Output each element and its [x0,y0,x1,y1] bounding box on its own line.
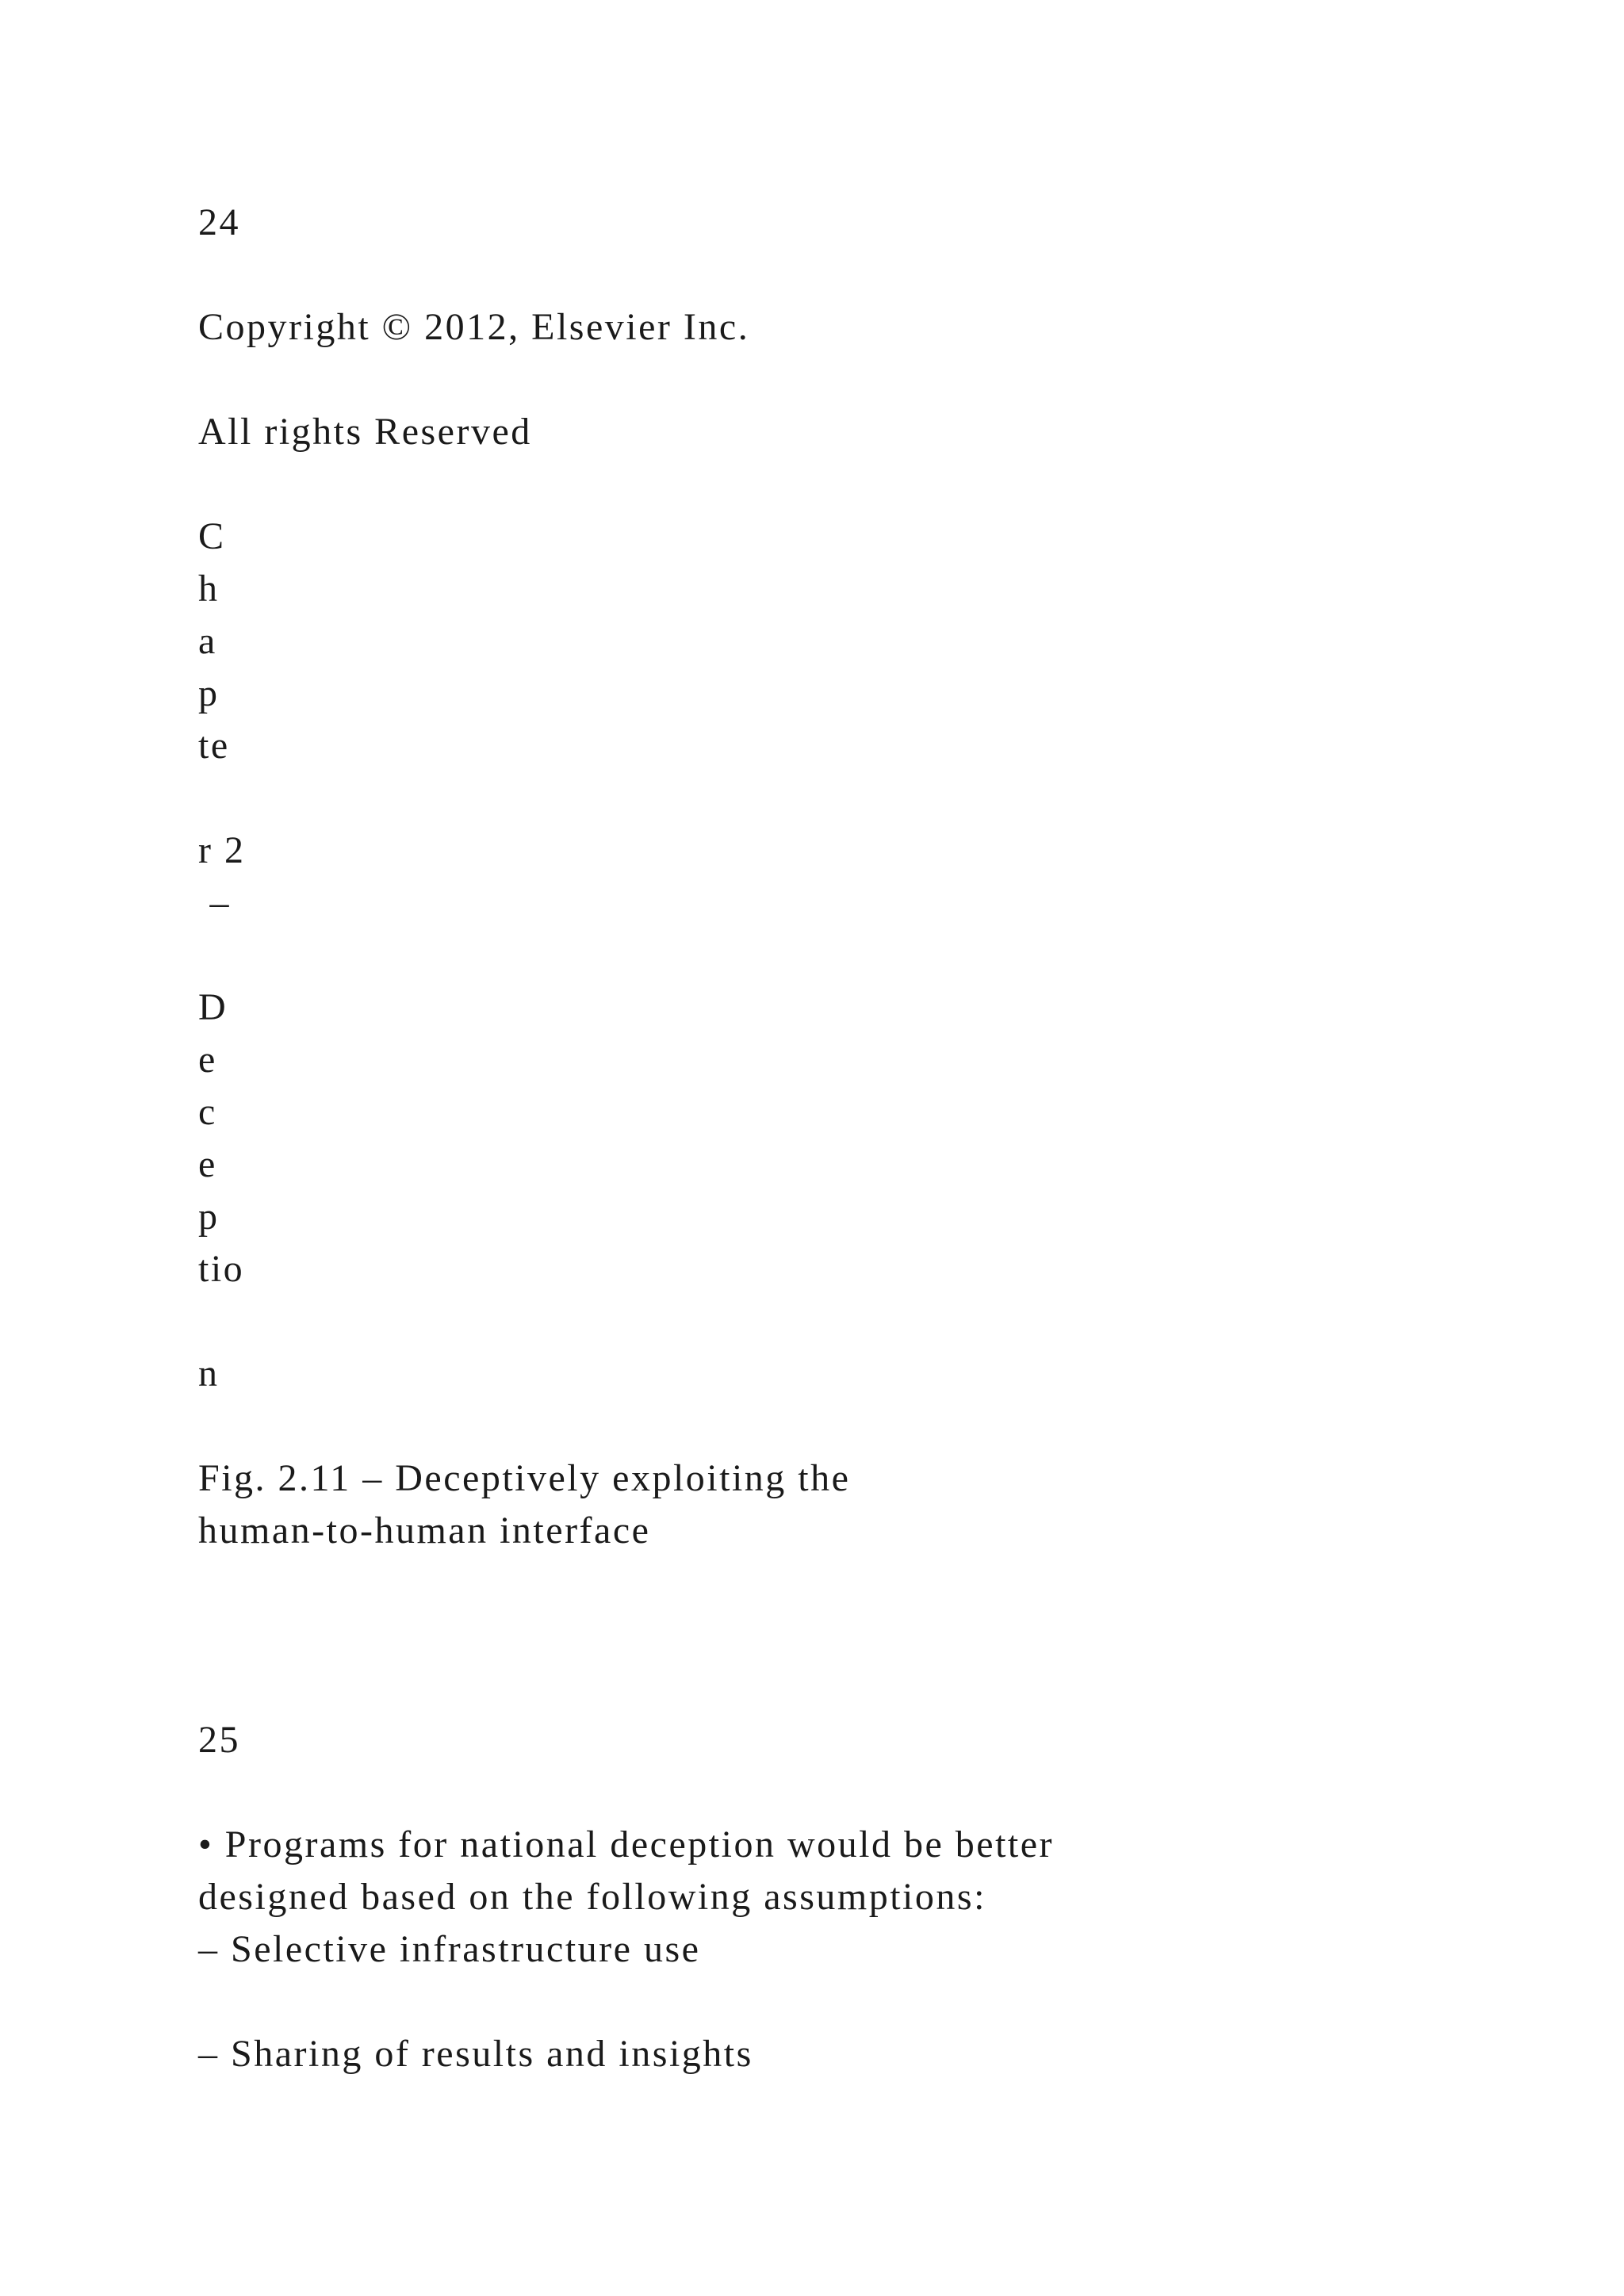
rights-text: All rights Reserved [198,411,532,453]
chapter-fragment: p [198,672,220,714]
figure-caption-line-2: human-to-human interface [198,1510,651,1552]
chapter-fragment: D [198,986,228,1028]
page-number: 25 [198,1719,240,1761]
chapter-fragment: c [198,1091,217,1133]
chapter-fragment: tio [198,1248,245,1290]
copyright-text: Copyright © 2012, Elsevier Inc. [198,306,750,348]
bullet-text-line-2: designed based on the following assumptions: [198,1876,986,1918]
chapter-fragment: C [198,515,226,557]
page-number: 24 [198,201,240,243]
chapter-fragment: – [198,882,231,924]
chapter-fragment: p [198,1196,220,1238]
chapter-fragment: e [198,1143,217,1185]
chapter-fragment: n [198,1353,220,1395]
sub-bullet-item: – Selective infrastructure use [198,1928,701,1970]
chapter-fragment: e [198,1039,217,1081]
bullet-text-line-1: • Programs for national deception would be better [198,1823,1055,1866]
chapter-fragment: a [198,620,217,662]
chapter-fragment: te [198,725,230,767]
chapter-fragment: h [198,568,220,610]
chapter-fragment: r 2 [198,829,246,871]
sub-bullet-item: – Sharing of results and insights [198,2033,753,2075]
figure-caption-line-1: Fig. 2.11 – Deceptively exploiting the [198,1457,851,1499]
